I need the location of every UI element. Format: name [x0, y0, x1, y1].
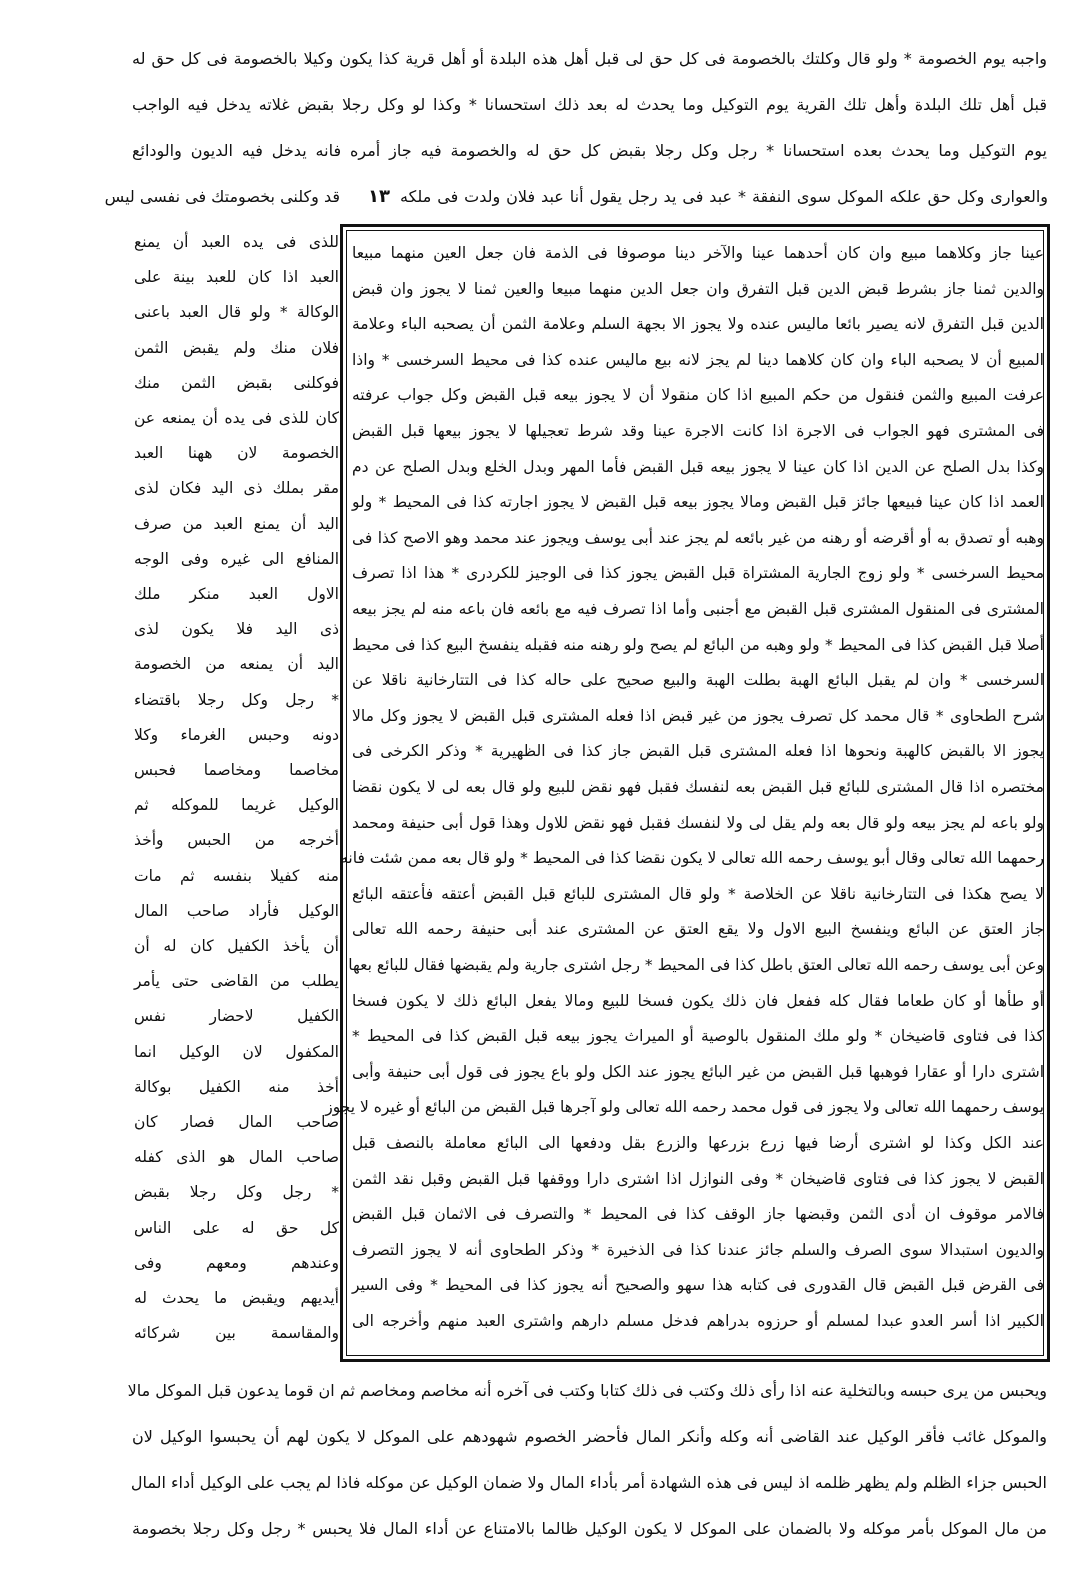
margin-text-line: مخاصما ومخاصما فحبس	[134, 761, 339, 779]
main-text-line: والديون استبدالا سوى الصرف والسلم جائز عندنا كذا فى الذخيرة * وذكر الطحاوى أنه لا يجوز التصرف	[352, 1240, 1044, 1259]
top-text-line: قبل أهل تلك البلدة وأهل تلك القرية يوم التوكيل وما يحدث له بعد ذلك استحسانا * وكذا لو وكل رجلا بقبض غلاته يدخل فيه الواجب	[132, 95, 1047, 114]
margin-text-line: والمقاسمة بين شركائه	[134, 1324, 339, 1343]
bottom-text-line: ويحبس من يرى حبسه وبالتخلية عنه اذا رأى ذلك وكتب فى ذلك كتابا وكتب فى آخره أنه مخاصم ومخاصم ثم ان قوما يدعون قبل الموكل مالا	[127, 1381, 1047, 1400]
main-text-line: فى القرض قبل القبض قال القدورى فى كتابه هذا سهو والصحيح أنه يجوز كذا فى المحيط * وفى السير	[352, 1276, 1044, 1295]
main-text-line: والدين ثمنا جاز بشرط قبض الدين قبل التفرق وان جعل الدين منهما مبيعا والعين ثمنا لا يجوز وان قبض	[352, 279, 1044, 298]
margin-text-line: الكفيل لاحضار نفس	[134, 1007, 339, 1026]
main-text-line: ولو باعه لم يجز بيعه ولو قال بعه ولم يقل لى ولا لنفسك فقبل فهو نقض للاول وهذا قول أبى حنيفة ومحمد	[352, 813, 1044, 832]
main-text-line: الدين قبل التفرق لانه يصير بائعا ماليس عنده ولا يجوز الا بجهة السلم وعلامة الثمن أن يصحبه الباء وعلامة	[352, 315, 1044, 334]
main-text-line: يجوز الا بالقبض كالهبة ونحوها اذا فعله المشترى قبل القبض جاز كذا فى الظهيرية * وذكر الكرخى فى	[352, 742, 1044, 761]
main-text-line: كذا فى فتاوى قاضيخان * ولو ملك المنقول بالوصية أو الميراث يجوز بيعه قبل القبض كذا فى المحيط *	[352, 1027, 1044, 1046]
main-text-line: وكذا بدل الصلح عن الدين اذا كان عينا لا يجوز بيعه قبل القبض فأما المهر وبدل الخلع وبدل الصلح عن دم	[352, 457, 1044, 476]
header-text-right: والعوارى وكل حق علكه الموكل سوى النفقة * عبد فى يد رجل يقول أنا عبد فلان ولدت فى ملكه	[400, 187, 1048, 206]
main-text-line: وعن أبى يوسف رحمه الله تعالى العتق باطل كذا فى المحيط * رجل اشترى جارية ولم يقبضها فقال للبائع بعها	[348, 956, 1044, 974]
margin-text-line: أخذ منه الكفيل بوكالة	[134, 1077, 339, 1096]
main-text-line: فى المشترى فهو الجواب فى الاجرة اذا كانت الاجرة عينا وقد شرط تعجيلها لا يجوز بيعها قبل القبض	[352, 422, 1044, 440]
main-text-line: عند الكل وكذا لو اشترى أرضا فيها زرع بزرعها والزرع بقل ودفعها الى البائع معاملة بالنصف قبل	[352, 1134, 1044, 1152]
margin-text-line: الوكيل غريما للموكله ثم	[134, 796, 339, 815]
margin-text-line: الوكالة * ولو قال العبد باعنى	[134, 303, 339, 322]
margin-text-line: فوكلنى بقبض الثمن منك	[134, 373, 339, 392]
main-text-line: اشترى دارا أو عقارا فوهبها قبل القبض من غير البائع يجوز عند الكل ولو باع يجوز فى قول أبى حنيفة وأبى	[352, 1062, 1044, 1081]
bottom-text-line: والموكل غائب فأقر الوكيل عند القاضى أنه وكله وأنكر المال فأحضر الخصوم شهودهم على الموكل لا يكون لهم أن يحبسوا الوكيل لان	[132, 1427, 1047, 1446]
main-text-line: محيط السرخسى * ولو زوج الجارية المشتراة قبل القبض يجوز كذا فى الوجيز للكردرى * هذا اذا تصرف	[352, 564, 1044, 583]
margin-text-line: الخصومة لان ههنا العبد	[134, 444, 339, 463]
main-text-line: شرح الطحاوى * قال محمد كل تصرف يجوز من غير قبض اذا فعله المشترى قبل القبض لا يجوز وكل مالا	[352, 706, 1044, 725]
main-text-line: أو طأها أو كان طعاما فقال كله ففعل فان ذلك يكون فسخا للبيع ومالا يفعل البائع ذلك لا يكون فسخا	[352, 991, 1044, 1010]
margin-text-line: وعندهم ومعهم وفى	[134, 1253, 339, 1272]
margin-text-line: العبد اذا كان للعبد بينة على	[134, 268, 339, 287]
margin-text-line: * رجل وكل رجلا باقتضاء	[134, 690, 339, 709]
margin-text-line: فلان منك ولم يقبض الثمن	[134, 338, 339, 357]
main-text-line: القبض لا يجوز كذا فى فتاوى قاضيخان * وفى النوازل اذا اشترى دارا ووقفها قبل القبض وقبل نقد الثمن	[352, 1169, 1044, 1188]
bottom-text-line: الحبس جزاء الظلم ولم يظهر ظلمه اذ ليس فى هذه الشهادة أمر بأداء المال ولا ضمان الوكيل عن موكله فاذا لم يجب على الوكيل أداء المال	[130, 1473, 1047, 1492]
header-text-left: قد وكلنى بخصومتك فى نفسى ليس	[104, 187, 340, 206]
main-text-line: يوسف رحمهما الله تعالى ولا يجوز فى قول محمد رحمه الله تعالى ولو آجرها قبل القبض من البائع أو غيره لا يجوز	[325, 1098, 1044, 1117]
margin-text-line: دونه وحبس الغرماء وكلا	[134, 725, 339, 744]
margin-text-line: ذى اليد فلا يكون لذى	[134, 620, 339, 639]
margin-text-line: اليد أن يمنعه من الخصومة	[134, 655, 339, 674]
main-text-line: المبيع أن لا يصحبه الباء وان كان كلاهما دينا لم يجز لانه بيع ماليس عنده كذا فى محيط السرخسى * واذا	[352, 350, 1044, 369]
margin-text-line: صاحب المال فصار كان	[134, 1113, 339, 1131]
margin-text-line: المنافع الى غيره وفى الوجه	[134, 549, 339, 568]
margin-text-line: مقر بملك ذى اليد فكان لذى	[134, 479, 339, 498]
margin-text-line: أيديهم ويقبض ما يحدث له	[134, 1289, 339, 1307]
margin-text-line: الوكيل فأراد صاحب المال	[134, 901, 339, 920]
margin-text-line: يطلب من القاضى حتى يأمر	[134, 972, 339, 991]
margin-text-line: أن يأخذ الكفيل كان له أن	[134, 937, 339, 955]
margin-text-line: كان للذى فى يده أن يمنعه عن	[134, 409, 339, 427]
margin-text-line: المكفول لان الوكيل انما	[134, 1042, 339, 1061]
top-text-line: واجبه يوم الخصومة * ولو قال وكلتك بالخصومة فى كل حق لى قبل أهل هذه البلدة أو أهل قرية كذا يكون وكيلا بالخصومة فى كل حق له	[132, 49, 1047, 68]
main-text-line: رحمهما الله تعالى وقال أبو يوسف رحمه الله تعالى لا يكون نقضا كذا فى المحيط * ولو قال بعه ممن شئت فانه	[340, 849, 1044, 868]
margin-text-line: صاحب المال هو الذى كفله	[134, 1148, 339, 1167]
margin-text-line: * رجل وكل رجلا بقبض	[134, 1183, 339, 1202]
main-text-line: عينا جاز وكلاهما مبيع وان كان أحدهما عينا والآخر دينا موصوفا فى الذمة فان جعل العين منهما مبيعا	[352, 244, 1044, 262]
main-text-line: لا يصح هكذا فى التتارخانية ناقلا عن الخلاصة * ولو قال المشترى للبائع قبل القبض أعتقه فأعتقه البائع	[352, 884, 1044, 903]
main-text-line: مختصره اذا قال المشترى للبائع قبل القبض بعه لنفسك فقبل فهو نقض للبيع ولو قال بعه لى لا يكون نقضا	[352, 778, 1044, 796]
main-text-line: أصلا قبل القبض كذا فى المحيط * ولو وهبه من البائع لم يصح ولو رهنه منه فقبله ينفسخ البيع كذا فى محيط	[352, 635, 1044, 654]
main-text-line: عرفت المبيع والثمن فنقول من حكم المبيع اذا كان منقولا أن لا يجوز بيعه قبل القبض وكل جواب عرفته	[352, 386, 1044, 405]
main-text-line: جاز العتق عن البائع وينفسخ البيع الاول ولا يقع العتق عن المشترى عند أبى حنيفة رحمه الله تعالى	[352, 920, 1044, 939]
margin-text-line: منه كفيلا بنفسه ثم مات	[134, 866, 339, 885]
margin-text-line: كل حق له على الناس	[134, 1218, 339, 1237]
main-text-line: العمد اذا كان عينا فبيعها جائز قبل القبض ومالا يجوز بيعه قبل القبض لا يجوز اجارته كذا فى المحيط * ولو	[352, 493, 1044, 512]
page-number: ١٣	[368, 186, 390, 207]
main-text-line: المشترى فى المنقول المشترى قبل القبض مع أجنبى وأما اذا تصرف فيه مع بائعه فان باعه منه لم يجز بيعه	[352, 600, 1044, 618]
top-text-line: يوم التوكيل وما يحدث بعده استحسانا * رجل وكل رجلا بقبض كل حق له والخصومة فيه جاز أمره فانه يدخل فيه الديون والودائع	[132, 141, 1047, 160]
margin-text-line: الاول العبد منكر ملك	[134, 585, 339, 603]
margin-text-line: أخرجه من الحبس وأخذ	[134, 831, 339, 850]
main-text-line: الكبير اذا أسر العدو عبدا لمسلم أو حرزوه بدراهم فدخل مسلم دارهم واشترى العبد منهم وأخرجه الى	[352, 1312, 1044, 1330]
main-text-line: وهبه أو تصدق به أو أقرضه أو رهنه من غير بائعه لم يجز عند أبى يوسف ويجوز عند محمد وهو الاصح كذا فى	[352, 528, 1044, 547]
margin-text-line: للذى فى يده العبد أن يمنع	[134, 233, 339, 251]
main-text-line: فالامر موقوف ان أدى الثمن وقبضها جاز الوقف كذا فى المحيط * والتصرف فى الاثمان قبل القبض	[352, 1205, 1044, 1224]
margin-text-line: اليد أن يمنع العبد من صرف	[134, 514, 339, 533]
main-text-line: السرخسى * وان لم يقبل البائع الهبة بطلت الهبة والبيع صحيح على حاله كذا فى التتارخانية ناقلا عن	[352, 671, 1044, 690]
bottom-text-line: من مال الموكل بأمر موكله ولا بالضمان على الموكل لا يكون الوكيل ظالما بالامتناع عن أداء المال فلا يحبس * رجل وكل رجلا بخصومة	[132, 1519, 1047, 1538]
